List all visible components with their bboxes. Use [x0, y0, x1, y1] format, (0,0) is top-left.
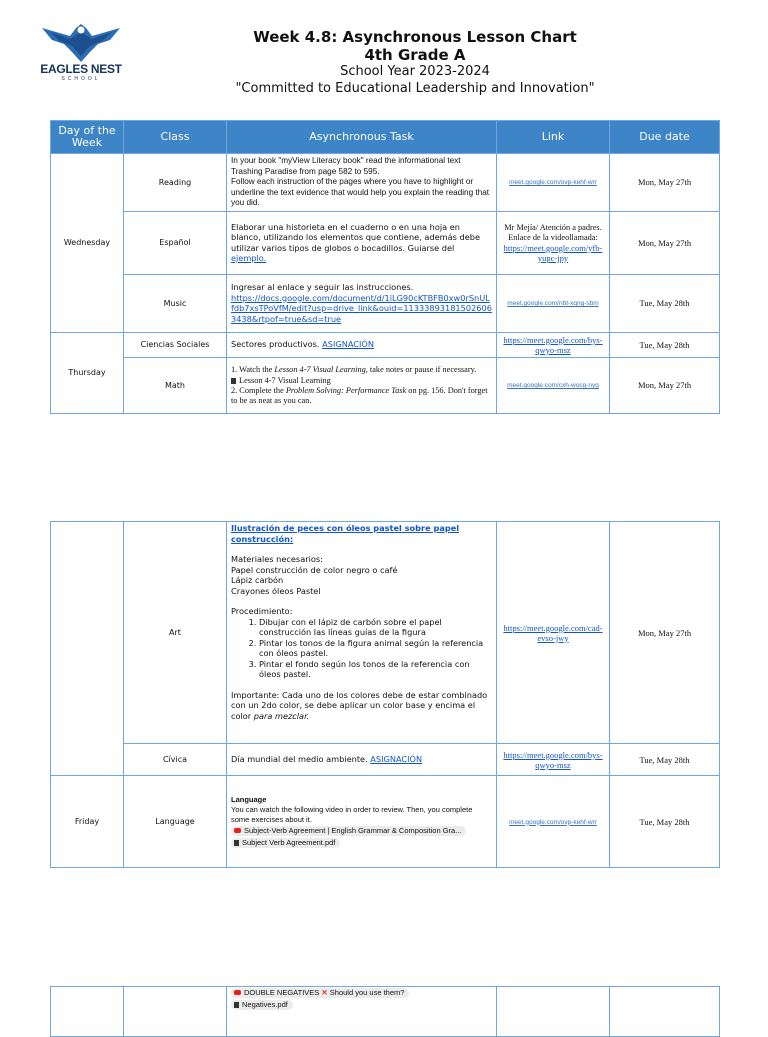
task-line-2: 2. Complete the Problem Solving: Performance Task on pg. 156. Don't forget to be as neat as you can.: [231, 385, 488, 405]
video-chip[interactable]: DOUBLE NEGATIVES ✕ Should you use them?: [231, 988, 409, 998]
lesson-table-3: [50, 986, 720, 1037]
day-cell: Friday: [51, 776, 124, 868]
table-row: [51, 776, 720, 868]
task-text: Sectores productivos.: [231, 339, 320, 350]
task-cell: [227, 744, 497, 776]
day-cell: Thursday: [51, 332, 124, 413]
class-cell: Español: [124, 211, 227, 274]
task-text: Elaborar una historieta en el cuaderno o en una hoja en blanco, utilizando los elementos que contiene, además debe utilizar varios tipos de globos o bocadillos. Guiarse del: [231, 221, 480, 253]
day-cell: [51, 987, 124, 1037]
table-row: [51, 744, 720, 776]
lesson-table-1: [50, 120, 720, 414]
task-cell: [227, 274, 497, 332]
class-cell: [124, 987, 227, 1037]
procedure-step: 3. Pintar el fondo según los tonos de la referencia con óleos pastel.: [259, 659, 492, 680]
class-cell: Reading: [124, 154, 227, 212]
material-item: Papel construcción de color negro o café: [231, 564, 398, 575]
table-row: [51, 154, 720, 212]
meet-link[interactable]: https://meet.google.com/cad-evso-jwy: [503, 622, 603, 643]
table-row: [51, 274, 720, 332]
link-cell: [497, 154, 610, 212]
day-cell: Wednesday: [51, 154, 124, 333]
table-header-row: [51, 121, 720, 154]
pdf-icon: [234, 1002, 239, 1008]
due-cell: Tue, May 28th: [610, 776, 720, 868]
pdf-icon: [234, 840, 239, 846]
col-header-day: Day of the Week: [51, 121, 124, 154]
procedure-step: 1. Dibujar con el lápiz de carbón sobre el papel construcción las líneas guías de la figura: [259, 617, 492, 638]
task-text: Ingresar al enlace y seguir las instrucciones.: [231, 282, 414, 292]
task-line-1: 1. Watch the Lesson 4-7 Visual Learning, take notes or pause if necessary.: [231, 364, 477, 374]
youtube-icon: [234, 828, 241, 833]
class-cell: Art: [124, 522, 227, 744]
meet-link[interactable]: meet.google.com/ovp-kehf-wrr: [509, 818, 597, 826]
document-icon: [231, 378, 236, 384]
due-cell: Mon, May 27th: [610, 522, 720, 744]
link-cell: [497, 744, 610, 776]
link-cell: [497, 274, 610, 332]
page-title: Week 4.8: Asynchronous Lesson Chart: [253, 28, 577, 46]
logo-subtitle: SCHOOL: [61, 76, 101, 82]
example-link[interactable]: ejemplo.: [231, 253, 267, 263]
procedure-heading: Procedimiento:: [231, 606, 293, 616]
resource-chip[interactable]: Lesson 4-7 Visual Learning: [231, 375, 492, 386]
youtube-icon: [234, 990, 241, 995]
task-text: You can watch the following video in order to review. Then, you complete some exercises about it.: [231, 804, 473, 824]
col-header-class: Class: [124, 121, 227, 154]
task-cell: [227, 332, 497, 357]
procedure-list: [231, 617, 492, 680]
task-cell: [227, 522, 497, 744]
day-cell: [51, 522, 124, 776]
school-motto: "Committed to Educational Leadership and Innovation": [235, 81, 595, 96]
task-cell: [227, 357, 497, 413]
task-cell: [227, 211, 497, 274]
cross-mark-icon: ✕: [321, 988, 328, 997]
due-cell: Mon, May 27th: [610, 357, 720, 413]
due-cell: Tue, May 28th: [610, 274, 720, 332]
link-cell: [497, 522, 610, 744]
school-year: School Year 2023-2024: [340, 64, 490, 79]
table-row: [51, 332, 720, 357]
col-header-task: Asynchronous Task: [227, 121, 497, 154]
meet-link[interactable]: https://meet.google.com/bys-qwyo-msz: [503, 749, 603, 770]
link-cell: [497, 211, 610, 274]
assignment-link[interactable]: ASIGNACIÓN: [370, 754, 423, 765]
pdf-chip[interactable]: Subject Verb Agreement.pdf: [231, 838, 340, 848]
class-cell: Ciencias Sociales: [124, 332, 227, 357]
material-item: Crayones óleos Pastel: [231, 585, 321, 596]
class-cell: Language: [124, 776, 227, 868]
procedure-step: 2. Pintar los tonos de la figura animal según la referencia con óleos pastel.: [259, 638, 492, 659]
task-cell: [227, 987, 497, 1037]
class-cell: Music: [124, 274, 227, 332]
task-cell: In your book "myView Literacy book" read the informational text Trashing Paradise from page 582 to 595. Follow each instruction of the pages where you have to highlight or underline the text evidence that would help you explain the reading that you did.: [227, 154, 497, 212]
doc-link[interactable]: https://docs.google.com/document/d/1iLG90cKTBFB0xw0rSnULfdb7xsTPoVfM/edit?usp=drive_link&ouid=113338931815026063438&rtpof=true&sd=true: [231, 292, 492, 324]
assignment-link[interactable]: ASIGNACIÓN: [322, 339, 374, 350]
table-row: [51, 211, 720, 274]
table-row: [51, 357, 720, 413]
material-item: Lápiz carbón: [231, 575, 284, 585]
table-row: [51, 987, 720, 1037]
eagle-logo-icon: [40, 22, 122, 66]
due-cell: Tue, May 28th: [610, 744, 720, 776]
col-header-link: Link: [497, 121, 610, 154]
due-cell: Mon, May 27th: [610, 211, 720, 274]
task-cell: [227, 776, 497, 868]
video-chip[interactable]: Subject-Verb Agreement | English Grammar & Composition Gra...: [231, 826, 466, 836]
due-cell: Tue, May 28th: [610, 332, 720, 357]
link-cell: [497, 332, 610, 357]
meet-link[interactable]: meet.google.com/cxh-wocg-nyg: [507, 382, 599, 389]
col-header-due: Due date: [610, 121, 720, 154]
important-note: Importante: Cada uno de los colores debe de estar combinado con un 2do color, se debe aplicar un color base y encima el color para mezclar.: [231, 689, 488, 721]
link-note: Enlace de la videollamada:: [508, 232, 598, 242]
class-cell: Math: [124, 357, 227, 413]
pdf-chip[interactable]: Negatives.pdf: [231, 1000, 293, 1010]
table-row: [51, 522, 720, 744]
logo-name: EAGLES NEST: [40, 62, 122, 76]
grade-title: 4th Grade A: [364, 46, 466, 64]
language-heading: Language: [231, 794, 267, 804]
meet-link[interactable]: meet.google.com/nbt-xqng-sbm: [507, 300, 599, 307]
meet-link[interactable]: meet.google.com/ovp-kehf-wrr: [509, 179, 597, 187]
meet-link[interactable]: https://meet.google.com/yfb-yupc-jpy: [503, 242, 603, 263]
due-cell: [610, 987, 720, 1037]
due-cell: Mon, May 27th: [610, 154, 720, 212]
link-cell: [497, 357, 610, 413]
class-cell: Cívica: [124, 744, 227, 776]
link-cell: [497, 776, 610, 868]
meet-link[interactable]: https://meet.google.com/bys-qwyo-msz: [503, 334, 603, 355]
materials-heading: Materiales necesarios:: [231, 554, 323, 564]
lesson-table-2: [50, 521, 720, 868]
link-cell: [497, 987, 610, 1037]
art-title[interactable]: Ilustración de peces con óleos pastel sobre papel construcción:: [231, 523, 460, 544]
task-text: Día mundial del medio ambiente.: [231, 754, 368, 765]
link-note: Mr Mejía/ Atención a padres.: [504, 222, 602, 232]
